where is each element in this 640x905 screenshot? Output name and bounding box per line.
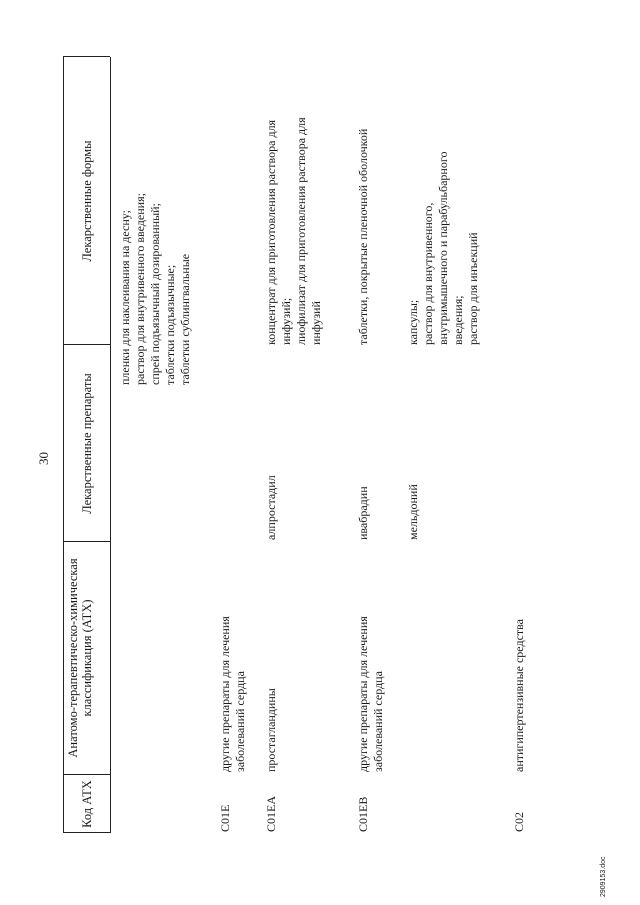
col-rule bbox=[63, 56, 110, 57]
table-cell-atc: антигипертензивные средства bbox=[512, 619, 526, 772]
col-rule bbox=[63, 832, 110, 833]
table-cell-drug: мельдоний bbox=[406, 484, 420, 540]
col-rule bbox=[63, 541, 110, 542]
table-cell-forms: капсулы; раствор для внутривенного, внутримышечного и парабульбарного введения; раствор для инъекций bbox=[406, 151, 480, 345]
table-cell-code: C02 bbox=[512, 811, 526, 832]
col-rule bbox=[63, 774, 110, 775]
page-number: 30 bbox=[36, 452, 51, 465]
table-cell-atc: другие препараты для лечения заболеваний сердца bbox=[218, 616, 247, 772]
table-cell-drug: ивабрадин bbox=[356, 486, 370, 540]
table-cell-code: C01EB bbox=[356, 796, 370, 832]
table-cell-forms: пленки для наклеивания на десну; раствор для внутривенного введения; спрей подъязычный дозированный; таблетки подъязычные; таблетки сублингвальные bbox=[118, 193, 192, 385]
header-forms: Лекарственные формы bbox=[80, 140, 94, 262]
table-cell-drug: алпростадил bbox=[264, 475, 278, 540]
header-drugs: Лекарственные препараты bbox=[80, 373, 94, 514]
col-rule bbox=[63, 344, 110, 345]
table-cell-code: C01EA bbox=[264, 796, 278, 832]
table-cell-forms: концентрат для приготовления раствора для инфузий; лиофилизат для приготовления раствора для инфузий bbox=[264, 117, 323, 345]
table-top-rule bbox=[63, 57, 64, 833]
footer-filename: 2909153.doc bbox=[600, 856, 607, 897]
table-cell-atc: другие препараты для лечения заболеваний сердца bbox=[356, 616, 385, 772]
header-code: Код АТХ bbox=[80, 780, 94, 828]
header-bottom-rule bbox=[110, 57, 111, 833]
header-atc: Анатомо-терапевтическо-химическая классификация (АТХ) bbox=[66, 558, 94, 758]
table-cell-atc: простагландины bbox=[264, 688, 278, 772]
table-cell-code: C01E bbox=[218, 804, 232, 832]
table-cell-forms: таблетки, покрытые пленочной оболочкой bbox=[356, 128, 370, 345]
